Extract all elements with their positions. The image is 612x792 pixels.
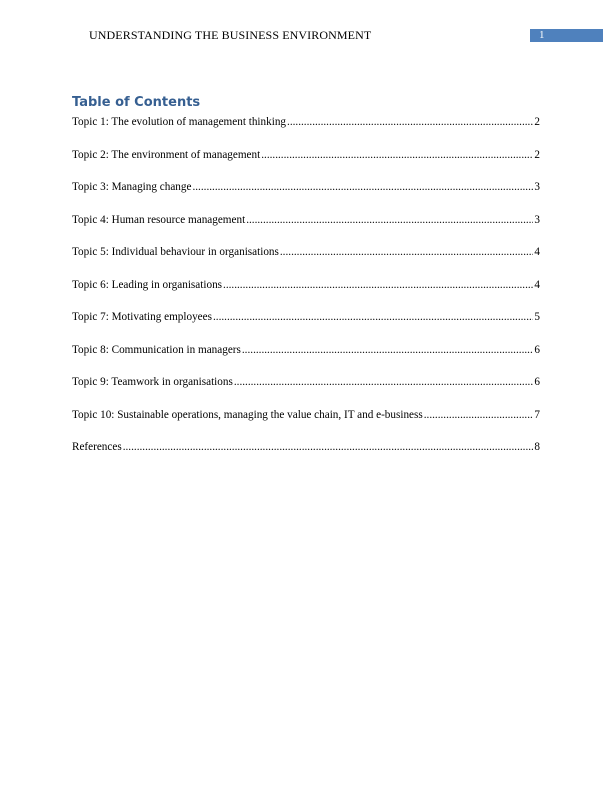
toc-entry-label: Topic 1: The evolution of management thinking [72,116,287,128]
toc-entry-topic-1[interactable] [72,114,540,130]
toc-entry-label: Topic 10: Sustainable operations, managing the value chain, IT and e-business [72,408,423,421]
toc-entry-references[interactable] [72,439,540,455]
toc-dot-leader [213,309,533,325]
toc-entry-label: Topic 3: Managing change [72,181,192,193]
toc-dot-leader [287,114,533,130]
toc-entry-label: Topic 9: Teamwork in organisations [72,376,233,388]
toc-entry-label: Topic 7: Motivating employees [72,311,212,323]
toc-entry-topic-9[interactable] [72,374,540,390]
toc-entry-topic-8[interactable] [72,342,540,358]
toc-entry-page: 7 [534,408,540,421]
toc-entry-topic-10[interactable] [72,407,540,423]
toc-entry-page: 2 [534,148,540,161]
running-header-title: UNDERSTANDING THE BUSINESS ENVIRONMENT [89,28,372,42]
toc-entry-topic-6[interactable] [72,277,540,293]
toc-entry-topic-2[interactable] [72,147,540,163]
toc-list [72,114,540,472]
toc-entry-topic-5[interactable] [72,244,540,260]
toc-entry-topic-7[interactable] [72,309,540,325]
toc-entry-label: Topic 8: Communication in managers [72,343,241,356]
toc-entry-page: 4 [534,246,540,258]
toc-entry-topic-3[interactable] [72,179,540,195]
toc-entry-page: 3 [534,181,540,193]
toc-entry-page: 4 [534,278,540,291]
toc-dot-leader [242,342,534,358]
toc-dot-leader [123,439,534,455]
toc-heading: Table of Contents [72,95,201,110]
toc-entry-page: 5 [534,311,540,323]
toc-dot-leader [280,244,534,260]
toc-dot-leader [234,374,534,390]
toc-entry-page: 6 [534,376,540,388]
toc-dot-leader [261,147,533,163]
toc-entry-page: 6 [534,343,540,356]
toc-entry-label: Topic 5: Individual behaviour in organisations [72,246,279,258]
toc-entry-label: Topic 4: Human resource management [72,213,246,226]
toc-dot-leader [192,179,533,195]
toc-dot-leader [246,212,533,228]
toc-entry-page: 3 [534,213,540,226]
toc-entry-label: Topic 6: Leading in organisations [72,278,223,291]
page-number: 1 [539,29,545,41]
toc-dot-leader [424,407,534,423]
toc-entry-label: Topic 2: The environment of management [72,148,261,161]
toc-entry-page: 8 [534,441,540,453]
toc-entry-page: 2 [534,116,540,128]
page-number-box [530,29,603,42]
toc-entry-topic-4[interactable] [72,212,540,228]
toc-entry-label: References [72,441,122,453]
toc-dot-leader [223,277,533,293]
